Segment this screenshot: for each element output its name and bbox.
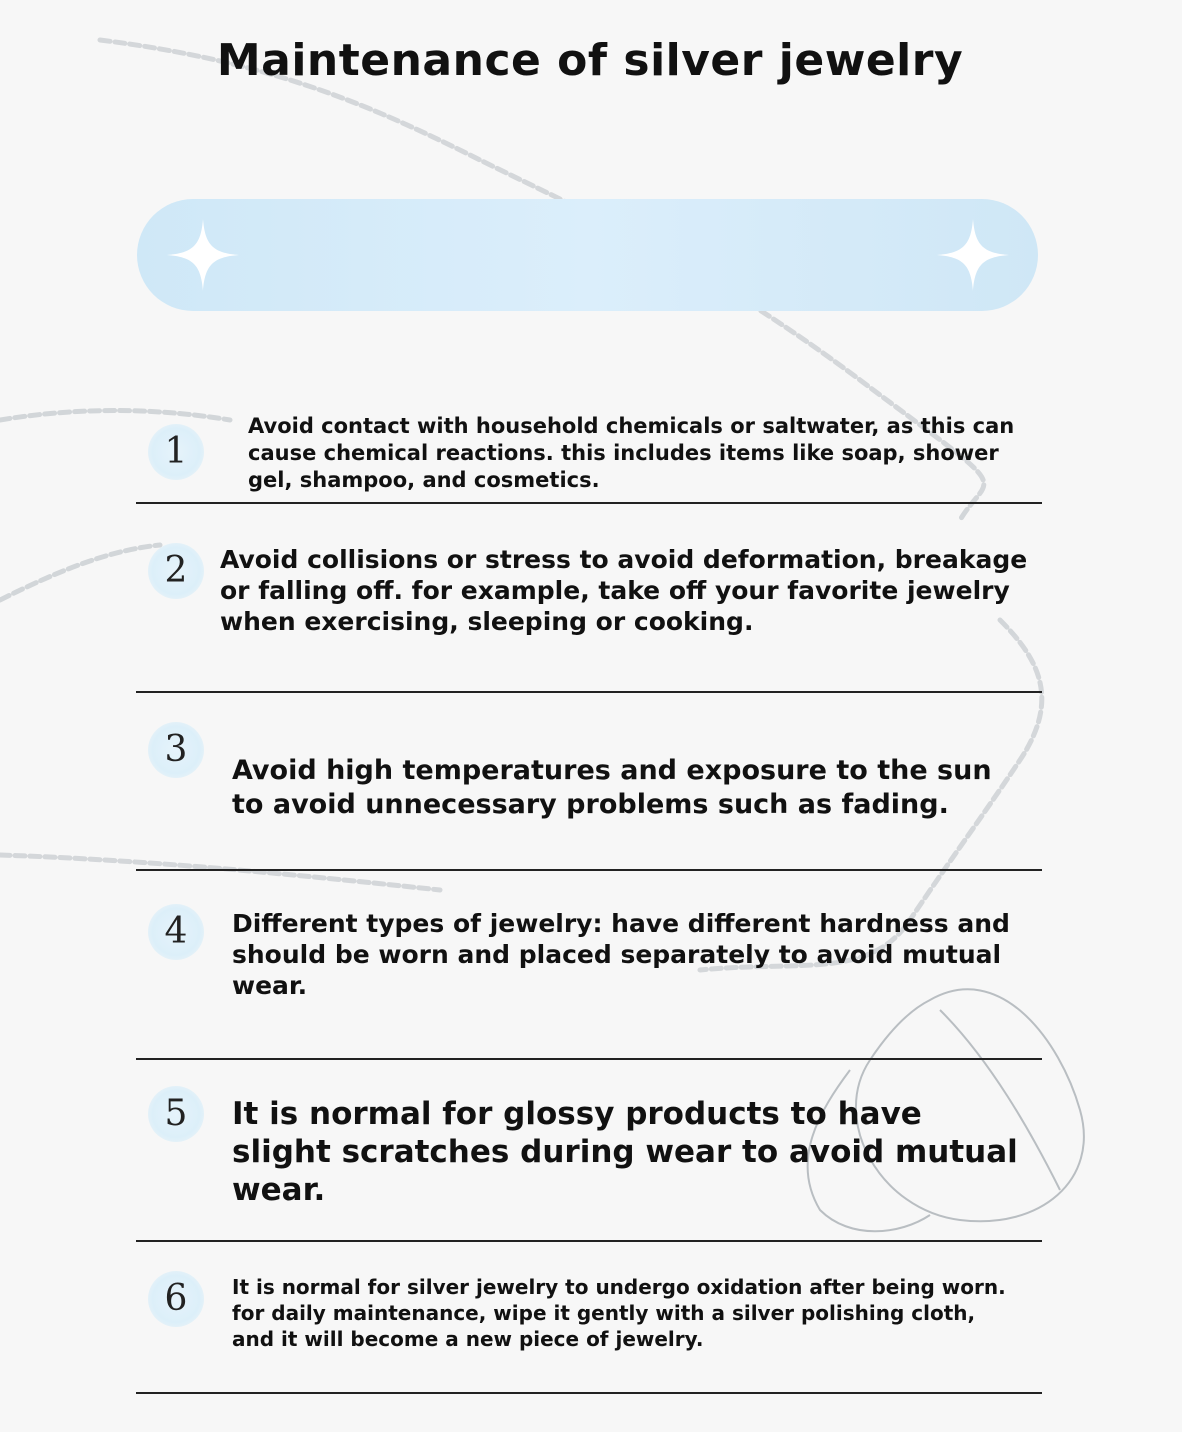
item-number: 2 xyxy=(148,543,204,599)
item-number: 4 xyxy=(148,904,204,960)
divider xyxy=(136,1392,1042,1394)
divider xyxy=(136,691,1042,693)
divider xyxy=(136,502,1042,504)
item-text: It is normal for silver jewelry to undergo oxidation after being worn. for daily maintenance, wipe it gently with a silver polishing cloth, and it will become a new piece of jewelry. xyxy=(232,1275,1006,1351)
page-title: Maintenance of silver jewelry xyxy=(216,35,964,86)
divider xyxy=(136,869,1042,871)
item-text: Avoid collisions or stress to avoid deformation, breakage or falling off. for example, take off your favorite jewelry when exercising, sleeping or cooking. xyxy=(220,545,1028,636)
item-text: Avoid high temperatures and exposure to the sun to avoid unnecessary problems such as fading. xyxy=(232,755,992,820)
item-number: 5 xyxy=(148,1086,204,1142)
divider xyxy=(136,1058,1042,1060)
banner xyxy=(137,199,1038,311)
item-number: 1 xyxy=(148,424,204,480)
item-number: 3 xyxy=(148,722,204,778)
sparkle-star-icon xyxy=(165,217,241,293)
sparkle-star-icon xyxy=(935,217,1011,293)
item-text: It is normal for glossy products to have slight scratches during wear to avoid mutual wear. xyxy=(232,1096,1018,1208)
item-text: Avoid contact with household chemicals or saltwater, as this can cause chemical reactions. this includes items like soap, shower gel, shampoo, and cosmetics. xyxy=(248,414,1015,492)
item-text: Different types of jewelry: have different hardness and should be worn and placed separately to avoid mutual wear. xyxy=(232,909,1010,1000)
item-number: 6 xyxy=(148,1271,204,1327)
divider xyxy=(136,1240,1042,1242)
